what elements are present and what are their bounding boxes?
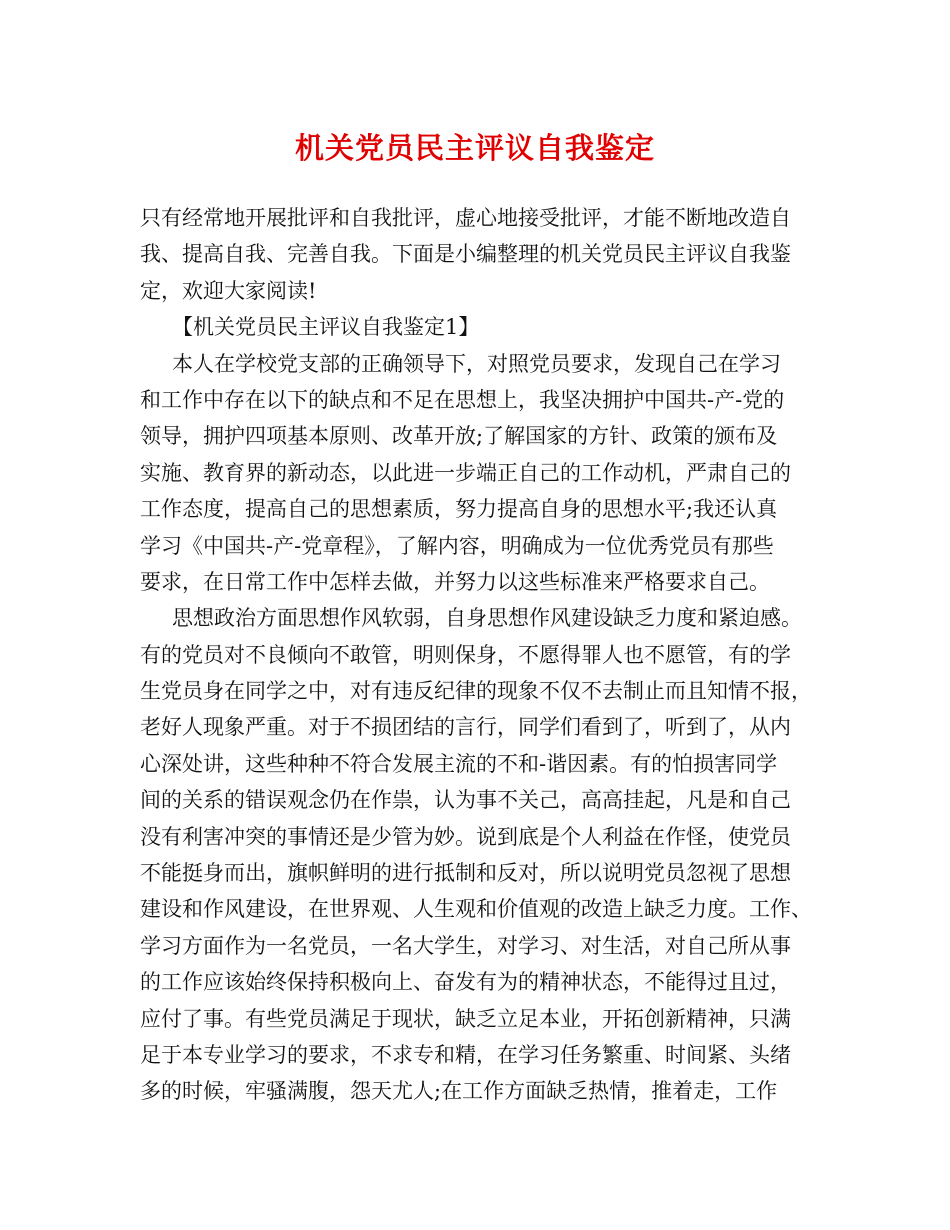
text-line: 心深处讲，这些种种不符合发展主流的不和-谐因素。有的怕损害同学 [140, 751, 778, 776]
text-line: 工作态度，提高自己的思想素质，努力提高自身的思想水平;我还认真 [140, 497, 778, 522]
text-line: 足于本专业学习的要求，不求专和精，在学习任务繁重、时间紧、头绪 [140, 1042, 791, 1067]
text-line: 不能挺身而出，旗帜鲜明的进行抵制和反对，所以说明党员忽视了思想 [140, 861, 791, 886]
text-line: 领导，拥护四项基本原则、改革开放;了解国家的方针、政策的颁布及 [140, 424, 778, 449]
text-line: 建设和作风建设，在世界观、人生观和价值观的改造上缺乏力度。工作、 [140, 897, 812, 922]
text-line: 多的时候，牢骚满腹，怨天尤人;在工作方面缺乏热情，推着走，工作 [140, 1079, 778, 1104]
text-line: 的工作应该始终保持积极向上、奋发有为的精神状态，不能得过且过， [140, 970, 791, 995]
text-line: 只有经常地开展批评和自我批评，虚心地接受批评，才能不断地改造自 [140, 206, 791, 230]
text-line: 我、提高自我、完善自我。下面是小编整理的机关党员民主评议自我鉴 [140, 242, 791, 267]
text-line: 和工作中存在以下的缺点和不足在思想上，我坚决拥护中国共-产-党的 [140, 387, 785, 412]
text-line: 学习方面作为一名党员，一名大学生，对学习、对生活，对自己所从事 [140, 933, 791, 958]
text-line: 有的党员对不良倾向不敢管，明则保身，不愿得罪人也不愿管，有的学 [140, 642, 791, 667]
text-line: 【机关党员民主评议自我鉴定1】 [172, 315, 480, 340]
document-body [140, 200, 830, 1110]
document-title: 机关党员民主评议自我鉴定 [294, 131, 655, 165]
text-line: 本人在学校党支部的正确领导下，对照党员要求，发现自己在学习 [172, 351, 781, 376]
text-line: 没有利害冲突的事情还是少管为妙。说到底是个人利益在作怪，使党员 [140, 824, 791, 849]
text-line: 实施、教育界的新动态，以此进一步端正自己的工作动机，严肃自己的 [140, 460, 791, 485]
text-line: 要求，在日常工作中怎样去做，并努力以这些标准来严格要求自己。 [140, 569, 770, 594]
text-line: 间的关系的错误观念仍在作祟，认为事不关己，高高挂起，凡是和自己 [140, 788, 791, 813]
text-line: 定，欢迎大家阅读! [140, 278, 317, 303]
text-line: 老好人现象严重。对于不损团结的言行，同学们看到了，听到了，从内 [140, 715, 791, 740]
text-line: 思想政治方面思想作风软弱，自身思想作风建设缺乏力度和紧迫感。 [172, 606, 802, 631]
text-line: 生党员身在同学之中，对有违反纪律的现象不仅不去制止而且知情不报， [140, 679, 812, 704]
text-line: 学习《中国共-产-党章程》，了解内容，明确成为一位优秀党员有那些 [140, 533, 774, 558]
text-line: 应付了事。有些党员满足于现状，缺乏立足本业，开拓创新精神，只满 [140, 1006, 791, 1031]
